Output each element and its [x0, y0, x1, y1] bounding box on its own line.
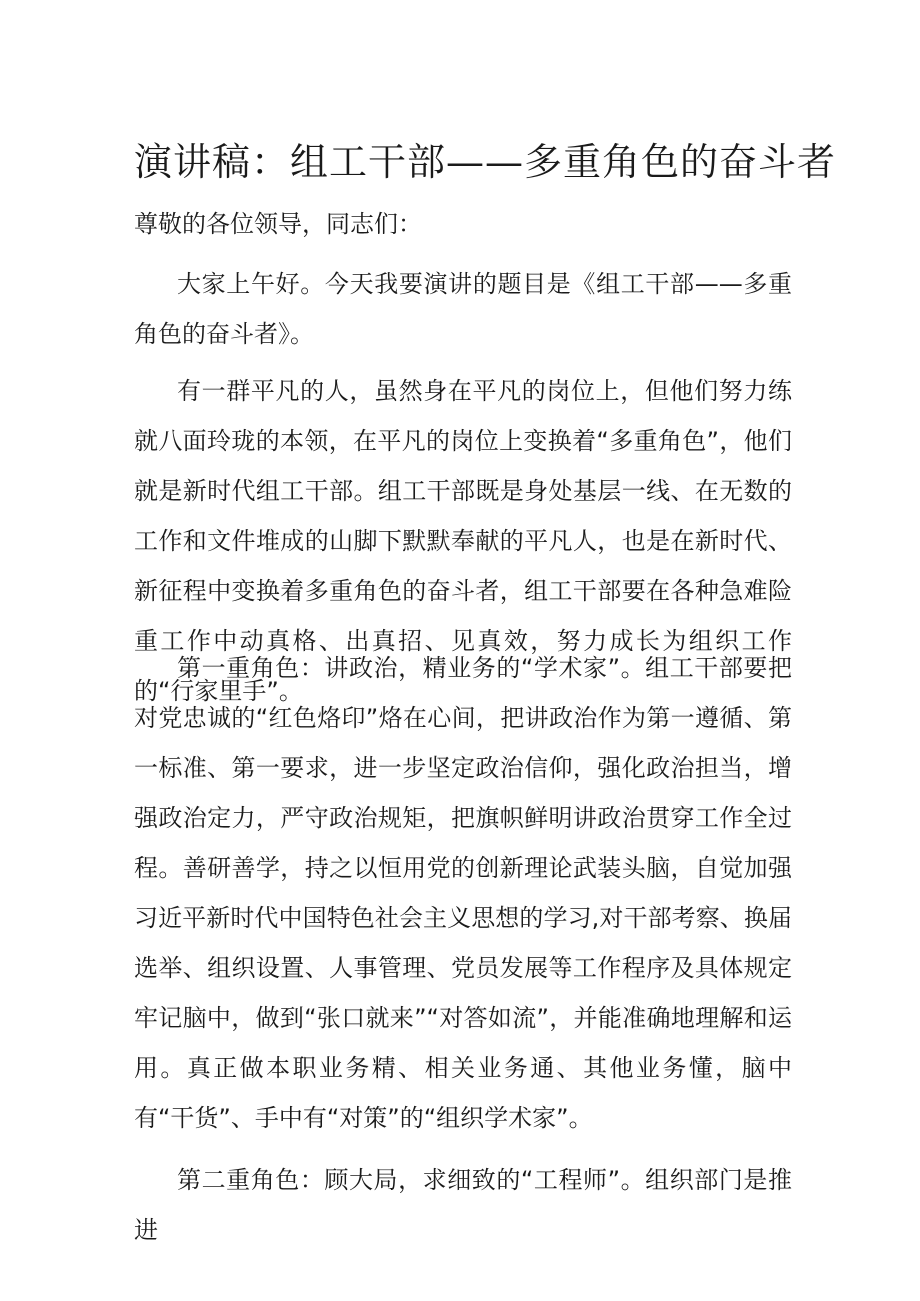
paragraph-greeting: 大家上午好。今天我要演讲的题目是《组工干部——多重角色的奋斗者》。 [134, 270, 792, 348]
paragraph-introduction: 有一群平凡的人，虽然身在平凡的岗位上，但他们努力练就八面玲珑的本领，在平凡的岗位上变换着“多重角色”，他们就是新时代组工干部。组工干部既是身处基层一线、在无数的工作和文件堆成的山脚下默默奉献的平凡人，也是在新时代、新征程中变换着多重角色的奋斗者，组工干部要在各种急难险重工作中动真格、出真招、见真效，努力成长为组织工作的“行家里手”。 [134, 377, 792, 705]
paragraph-role-one: 第一重角色：讲政治，精业务的“学术家”。组工干部要把对党忠诚的“红色烙印”烙在心间，把讲政治作为第一遵循、第一标准、第一要求，进一步坚定政治信仰，强化政治担当，增强政治定力，严守政治规矩，把旗帜鲜明讲政治贯穿工作全过程。善研善学，持之以恒用党的创新理论武装头脑，自觉加强习近平新时代中国特色社会主义思想的学习,对干部考察、换届选举、组织设置、人事管理、党员发展等工作程序及具体规定牢记脑中，做到“张口就来”“对答如流”，并能准确地理解和运用。真正做本职业务精、相关业务通、其他业务懂，脑中有“干货”、手中有“对策”的“组织学术家”。 [134, 654, 792, 1132]
document-title: 演讲稿：组工干部——多重角色的奋斗者 [134, 140, 837, 184]
paragraph-role-two: 第二重角色：顾大局，求细致的“工程师”。组织部门是推进 [134, 1166, 792, 1244]
salutation: 尊敬的各位领导，同志们： [134, 210, 422, 238]
